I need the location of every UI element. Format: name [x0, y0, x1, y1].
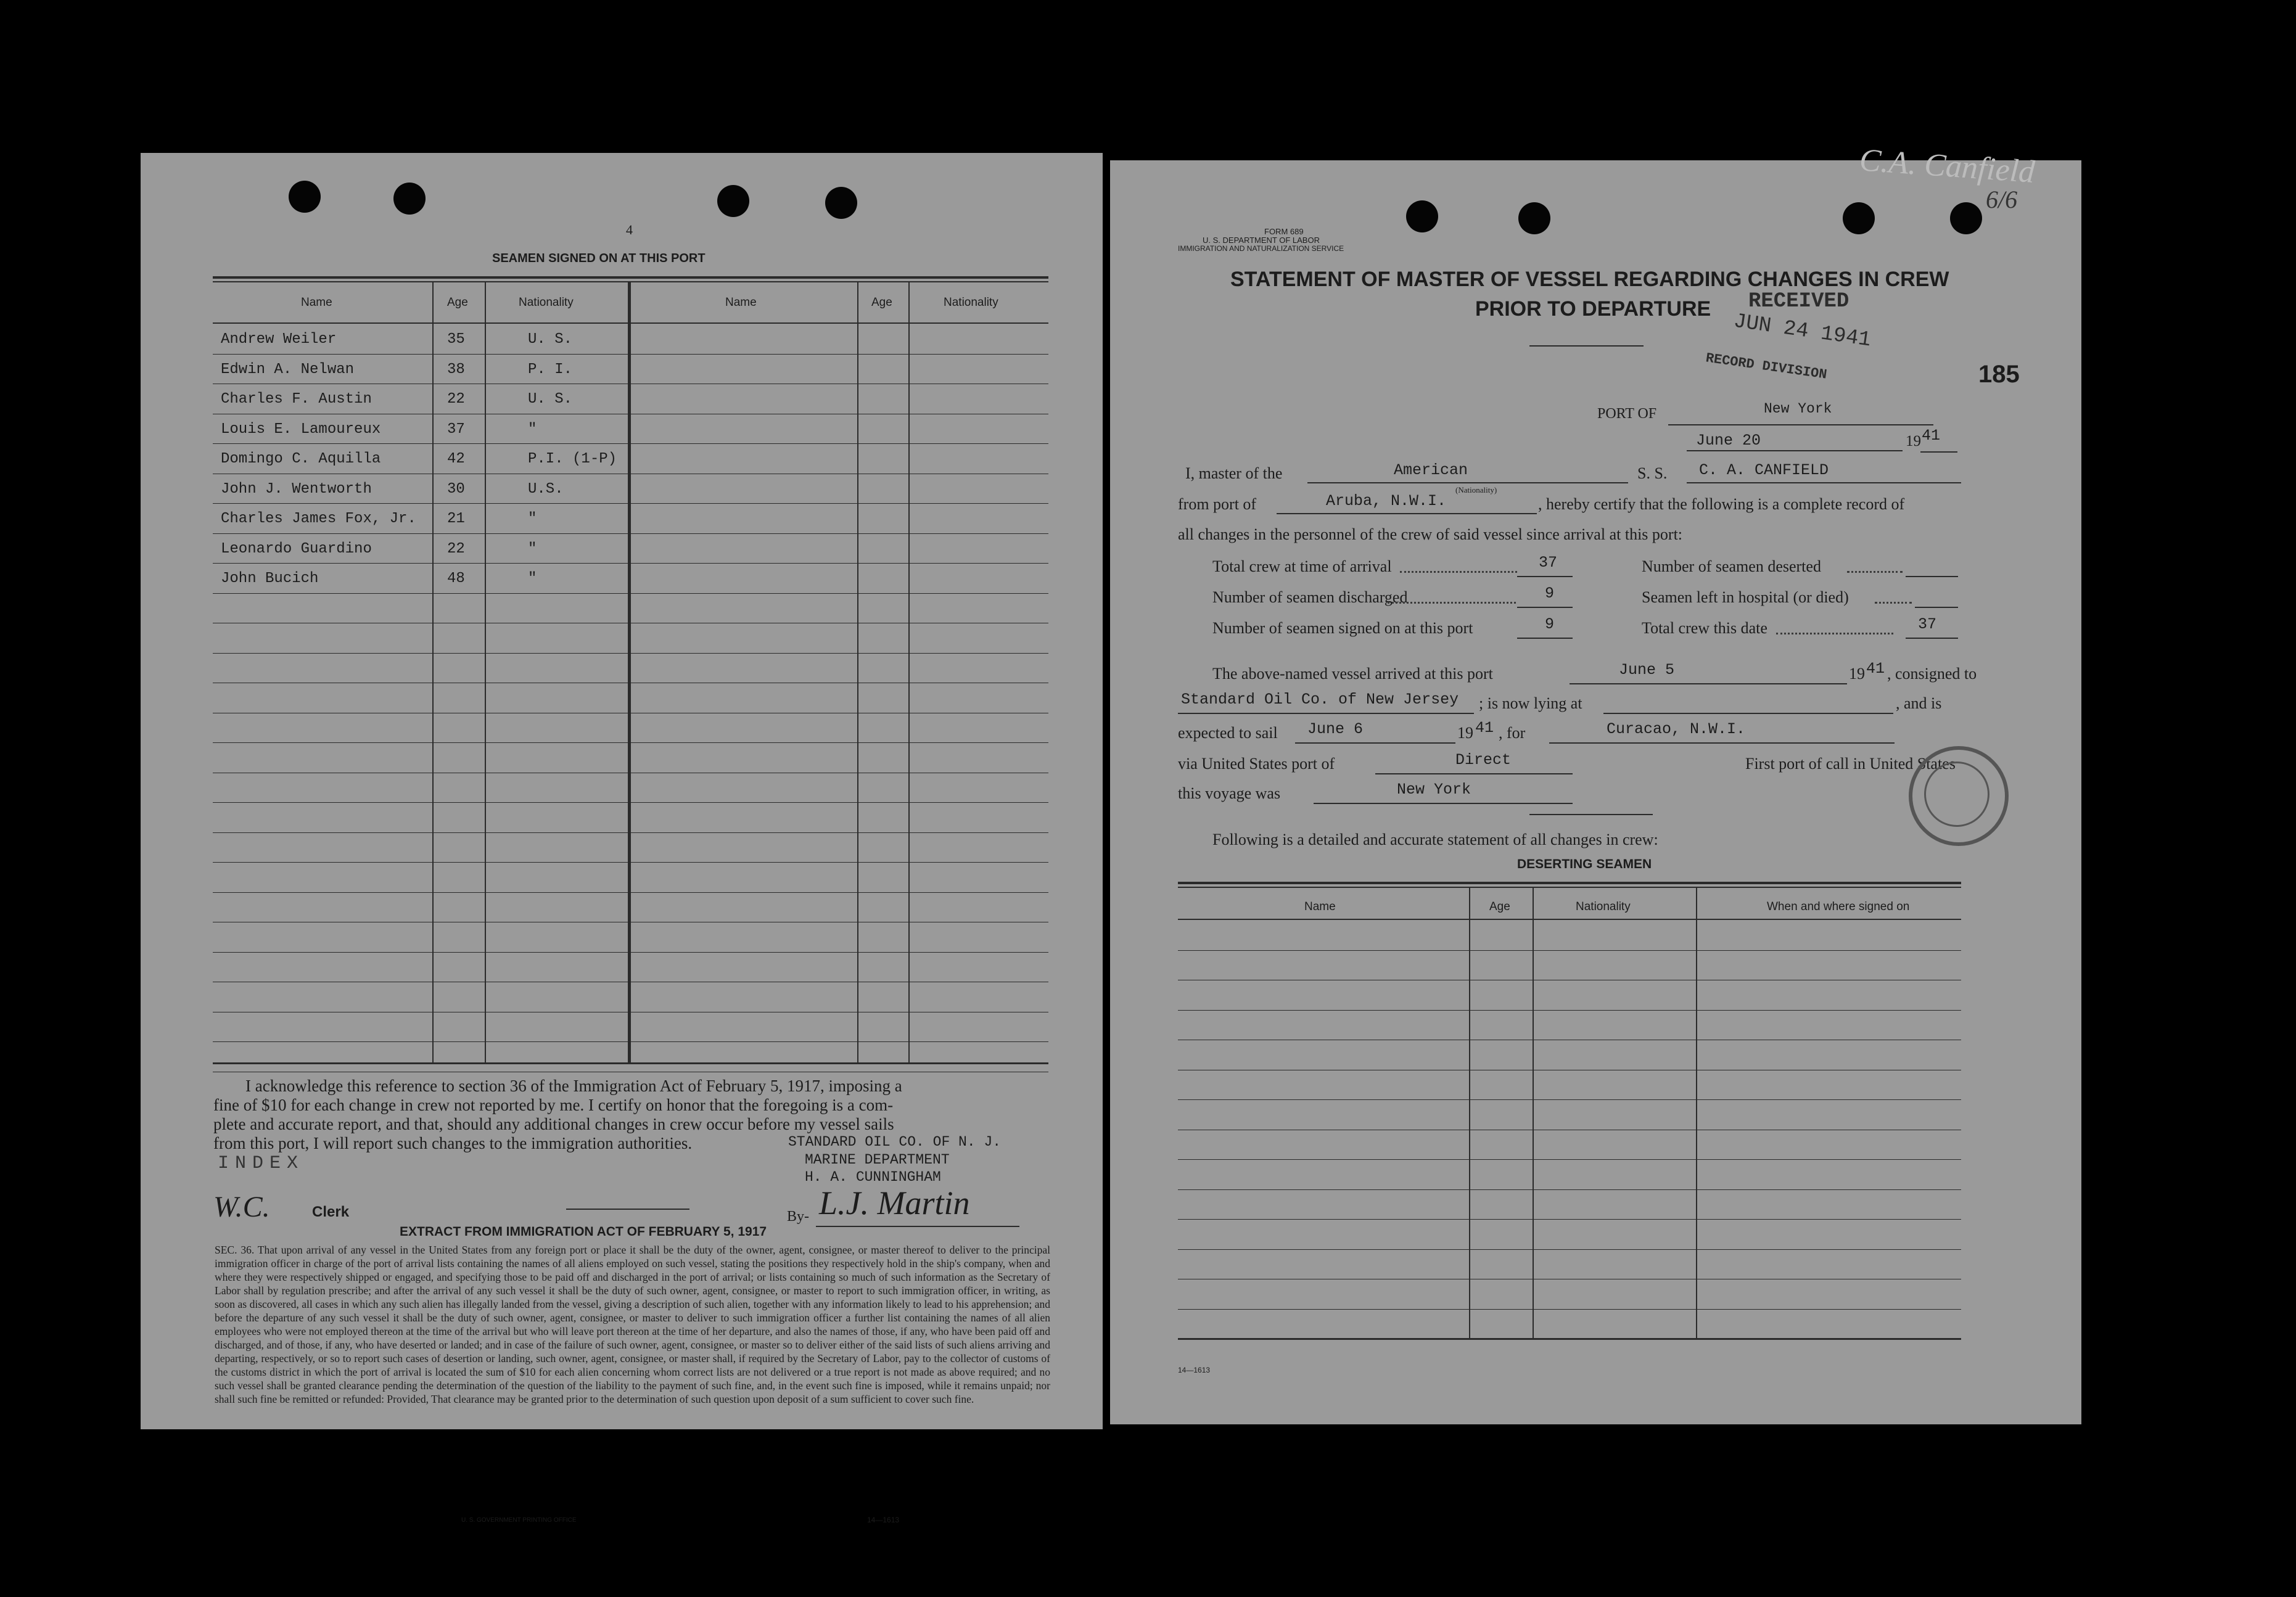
col-divider	[432, 282, 434, 1062]
arrived-year: 41	[1866, 660, 1885, 678]
row-rule	[213, 563, 1048, 564]
col-header-nationality: Nationality	[1576, 900, 1631, 913]
seaman-name: Leonardo Guardino	[221, 540, 372, 557]
and-is: , and is	[1896, 694, 1942, 712]
table-bottom-rule	[213, 1062, 1048, 1064]
by-line	[816, 1226, 1019, 1227]
row-rule	[213, 802, 1048, 803]
deserting-title: DESERTING SEAMEN	[1517, 857, 1652, 871]
clerk-initials: W.C.	[213, 1191, 270, 1223]
nationality-caption: (Nationality)	[1455, 485, 1497, 495]
company-stamp-line: H. A. CUNNINGHAM	[805, 1169, 941, 1185]
page-number: 185	[1978, 361, 2020, 388]
first-port-value: New York	[1397, 781, 1471, 798]
clerk-label: Clerk	[312, 1204, 350, 1220]
master-label: I, master of the	[1185, 464, 1283, 482]
extract-title: EXTRACT FROM IMMIGRATION ACT OF FEBRUARY 5, 1917	[400, 1225, 767, 1239]
row-rule	[1178, 950, 1961, 951]
row-rule	[213, 952, 1048, 953]
row-rule	[1178, 1219, 1961, 1220]
leader-dots	[1388, 602, 1516, 604]
certify-line2: all changes in the personnel of the crew of said vessel since arrival at this port:	[1178, 525, 1683, 543]
leader-dots	[1400, 571, 1517, 573]
port-label: PORT OF	[1597, 406, 1657, 422]
seaman-nationality: P.I. (1-P)	[528, 451, 617, 467]
leader-dots	[1776, 633, 1893, 634]
company-stamp-line: MARINE DEPARTMENT	[805, 1152, 950, 1168]
col-divider-center	[628, 282, 631, 1062]
row-rule	[213, 503, 1048, 504]
row-rule	[213, 354, 1048, 355]
punch-hole	[1406, 200, 1438, 232]
row-rule	[1178, 1099, 1961, 1100]
discharged-value: 9	[1545, 585, 1555, 602]
row-rule	[213, 593, 1048, 594]
row-rule	[213, 443, 1048, 444]
row-rule	[213, 742, 1048, 743]
col-header-nationality: Nationality	[944, 296, 998, 309]
row-rule	[1178, 1159, 1961, 1160]
punch-hole	[1518, 202, 1550, 234]
ack-line: plete and accurate report, and that, should any additional changes in crew occur before my vessel sails	[213, 1115, 894, 1133]
col-header-age: Age	[1489, 900, 1510, 913]
col-header-when-where: When and where signed on	[1767, 900, 1910, 913]
row-rule	[1178, 1189, 1961, 1190]
col-divider	[485, 282, 486, 1062]
port-value: New York	[1764, 401, 1832, 417]
seaman-name: Charles James Fox, Jr.	[221, 511, 416, 527]
header-rule	[1178, 919, 1961, 920]
row-rule	[213, 653, 1048, 654]
row-rule	[1178, 1249, 1961, 1250]
from-port-label: from port of	[1178, 495, 1257, 513]
signature-line	[566, 1209, 689, 1210]
lying-label: ; is now lying at	[1479, 694, 1582, 712]
seaman-age: 22	[447, 540, 465, 557]
statute-text: SEC. 36. That upon arrival of any vessel in the United States from any foreign port or place it shall be the duty of the owner, agent, consignee, or master thereof to deliver to the principal immigration officer in charge of the port of arrival lists containing the names of all aliens employed on such vessel, stating the positions they respectively hold in the ship's company, when and where they were respectively shipped or engaged, and specifying those to be paid off and discharged in the port of arrival; or lists containing so much of such information as the Secretary of Labor shall by regulation prescribe; and after the arrival of any such vessel it shall be the duty of such owner, agent, consignee, or master to report to such immigration officer, in writing, as soon as discovered, all cases in which any such alien has illegally landed from the vessel, giving a description of such alien, together with any information likely to lead to his apprehension; and before the departure of any such vessel it shall be the duty of such owner, agent, consignee, or master to deliver to such immigration officer a further list containing the names of all alien employees who were not employed thereon at the time of the arrival but who will leave port thereon at the time of her departure, and also the names of those, if any, who have been paid off and discharged, and of those, if any, who have deserted or landed; and in case of the failure of such owner, agent, consignee, or master so to deliver either of the said lists of such aliens arriving and departing, respectively, or so to report such cases of desertion or landing, such owner, agent, consignee, or master shall, if required by the Secretary of Labor, pay to the collector of customs of the customs district in which the port of arrival is located the sum of $10 for each alien concerning whom correct lists are not delivered or a true report is not made as above required; and no such vessel shall be granted clearance pending the determination of the question of the liability to the payment of such fine, and, in the event such fine is imposed, while it remains unpaid; nor shall such fine be remitted or refunded: Provided, That clearance may be granted prior to the determination of such question upon deposit of a sum sufficient to cover such fine.	[215, 1244, 1050, 1405]
col-header-nationality: Nationality	[519, 296, 574, 309]
deserted-label: Number of seamen deserted	[1642, 557, 1821, 575]
seaman-name: Charles F. Austin	[221, 391, 372, 408]
year-prefix: 19	[1849, 665, 1865, 683]
col-header-age: Age	[871, 296, 892, 309]
expected-label: expected to sail	[1178, 724, 1278, 742]
seaman-age: 42	[447, 451, 465, 467]
punch-hole	[289, 181, 321, 213]
seaman-name: Edwin A. Nelwan	[221, 361, 355, 378]
arrived-date: June 5	[1619, 661, 1675, 679]
seaman-age: 21	[447, 511, 465, 527]
signed-on-label: Number of seamen signed on at this port	[1212, 619, 1473, 637]
col-header-name: Name	[1304, 900, 1336, 913]
signed-on-value: 9	[1545, 615, 1555, 633]
col-divider	[1469, 888, 1470, 1338]
seaman-nationality: "	[528, 421, 537, 438]
row-rule	[213, 862, 1048, 863]
year-prefix: 19	[1457, 724, 1473, 742]
leader-dots	[1847, 571, 1903, 573]
col-header-name: Name	[725, 296, 757, 309]
for-label: , for	[1499, 724, 1526, 742]
via-value: Direct	[1455, 751, 1512, 769]
service: IMMIGRATION AND NATURALIZATION SERVICE	[1178, 244, 1344, 253]
seaman-name: Andrew Weiler	[221, 331, 337, 348]
leader-dots	[1875, 602, 1912, 604]
seaman-name: John Bucich	[221, 570, 319, 587]
seal-stamp-inner	[1924, 762, 1989, 827]
arrived-label: The above-named vessel arrived at this port	[1212, 665, 1493, 683]
seaman-nationality: U. S.	[528, 331, 573, 348]
page-number: 4	[626, 222, 633, 237]
row-rule	[213, 1041, 1048, 1042]
seaman-age: 22	[447, 391, 465, 408]
punch-hole	[717, 185, 749, 217]
total-crew-arrival-label: Total crew at time of arrival	[1212, 557, 1392, 575]
form-title-line2: PRIOR TO DEPARTURE	[1475, 297, 1711, 321]
received-stamp: RECEIVED	[1748, 290, 1850, 313]
table-top-rule-inner	[1178, 887, 1961, 888]
col-divider	[1533, 888, 1534, 1338]
row-rule	[213, 533, 1048, 534]
table-top-rule	[213, 276, 1048, 279]
col-header-name: Name	[301, 296, 332, 309]
table-top-rule	[1178, 882, 1961, 884]
total-today-label: Total crew this date	[1642, 619, 1767, 637]
seaman-name: Louis E. Lamoureux	[221, 421, 381, 438]
year-prefix: 19	[1906, 433, 1921, 450]
date-value: June 20	[1696, 432, 1761, 450]
seaman-age: 38	[447, 361, 465, 378]
seaman-name: John J. Wentworth	[221, 480, 372, 498]
year-field	[1920, 433, 1957, 453]
via-label: via United States port of	[1178, 755, 1335, 773]
seaman-nationality: "	[528, 570, 537, 587]
following-text: Following is a detailed and accurate statement of all changes in crew:	[1212, 831, 1658, 848]
company-stamp-line: STANDARD OIL CO. OF N. J.	[788, 1134, 1002, 1150]
col-divider	[908, 282, 910, 1062]
hospital-field	[1915, 588, 1958, 608]
title-underline	[1529, 345, 1644, 347]
hospital-label: Seamen left in hospital (or died)	[1642, 588, 1849, 606]
seaman-age: 37	[447, 421, 465, 438]
form-code: 14—1613	[867, 1516, 900, 1524]
ack-line: from this port, I will report such changes to the immigration authorities.	[213, 1134, 693, 1152]
deserted-field	[1906, 557, 1958, 577]
rule	[1529, 814, 1653, 815]
handwritten-vessel-name: C.A. Canfield	[1858, 142, 2036, 190]
form-number: FORM 689	[1264, 227, 1304, 236]
ss-label: S. S.	[1637, 464, 1668, 482]
total-today-value: 37	[1918, 615, 1937, 633]
seaman-age: 35	[447, 331, 465, 348]
seaman-nationality: P. I.	[528, 361, 573, 378]
seaman-nationality: U. S.	[528, 391, 573, 408]
seaman-nationality: "	[528, 511, 537, 527]
discharged-label: Number of seamen discharged	[1212, 588, 1408, 606]
from-port-value: Aruba, N.W.I.	[1326, 492, 1447, 510]
voyage-label: this voyage was	[1178, 784, 1281, 802]
nationality-value: American	[1394, 461, 1468, 479]
record-division-stamp: RECORD DIVISION	[1705, 350, 1828, 383]
table-bottom-rule	[1178, 1338, 1961, 1340]
arrived-date-field	[1570, 665, 1847, 684]
by-label: By-	[787, 1209, 809, 1225]
seaman-nationality: "	[528, 540, 537, 557]
col-header-age: Age	[447, 296, 468, 309]
punch-hole	[1950, 202, 1982, 234]
punch-hole	[1843, 202, 1875, 234]
first-port-label: First port of call in United States	[1745, 755, 1956, 773]
left-page	[141, 153, 1103, 1524]
ack-line: fine of $10 for each change in crew not reported by me. I certify on honor that the foregoing is a com-	[213, 1096, 894, 1114]
consigned-label: , consigned to	[1887, 665, 1977, 683]
seaman-nationality: U.S.	[528, 480, 564, 498]
row-rule	[1178, 1010, 1961, 1011]
total-crew-arrival: 37	[1539, 554, 1558, 572]
row-rule	[1178, 1309, 1961, 1310]
destination: Curacao, N.W.I.	[1607, 720, 1746, 738]
sail-date: June 6	[1307, 720, 1364, 738]
punch-hole	[825, 187, 857, 219]
certify-text: , hereby certify that the following is a complete record of	[1538, 495, 1905, 513]
index-stamp: INDEX	[218, 1153, 305, 1174]
punch-hole	[393, 183, 426, 215]
lying-field	[1603, 694, 1893, 714]
col-divider	[857, 282, 858, 1062]
row-rule	[213, 892, 1048, 893]
master-signature: L.J. Martin	[819, 1184, 970, 1221]
seaman-age: 30	[447, 480, 465, 498]
handwritten-fraction: 6/6	[1986, 186, 2018, 213]
consignee: Standard Oil Co. of New Jersey	[1181, 691, 1459, 708]
section-title: SEAMEN SIGNED ON AT THIS PORT	[492, 252, 706, 265]
sail-year: 41	[1475, 719, 1494, 737]
row-rule	[213, 832, 1048, 833]
department: U. S. DEPARTMENT OF LABOR	[1203, 236, 1320, 245]
seaman-age: 48	[447, 570, 465, 587]
received-date-stamp: JUN 24 1941	[1732, 310, 1872, 353]
form-title: STATEMENT OF MASTER OF VESSEL REGARDING CHANGES IN CREW	[1230, 268, 1949, 291]
year-value: 41	[1922, 427, 1941, 445]
form-code: 14—1613	[1178, 1366, 1211, 1374]
col-divider	[1696, 888, 1697, 1338]
right-page	[1110, 160, 2081, 1424]
ship-name: C. A. CANFIELD	[1699, 461, 1829, 479]
seaman-name: Domingo C. Aquilla	[221, 451, 381, 467]
printing-office: U. S. GOVERNMENT PRINTING OFFICE	[461, 1517, 577, 1524]
ack-line: I acknowledge this reference to section 36 of the Immigration Act of February 5, 1917, imposing a	[245, 1077, 902, 1095]
